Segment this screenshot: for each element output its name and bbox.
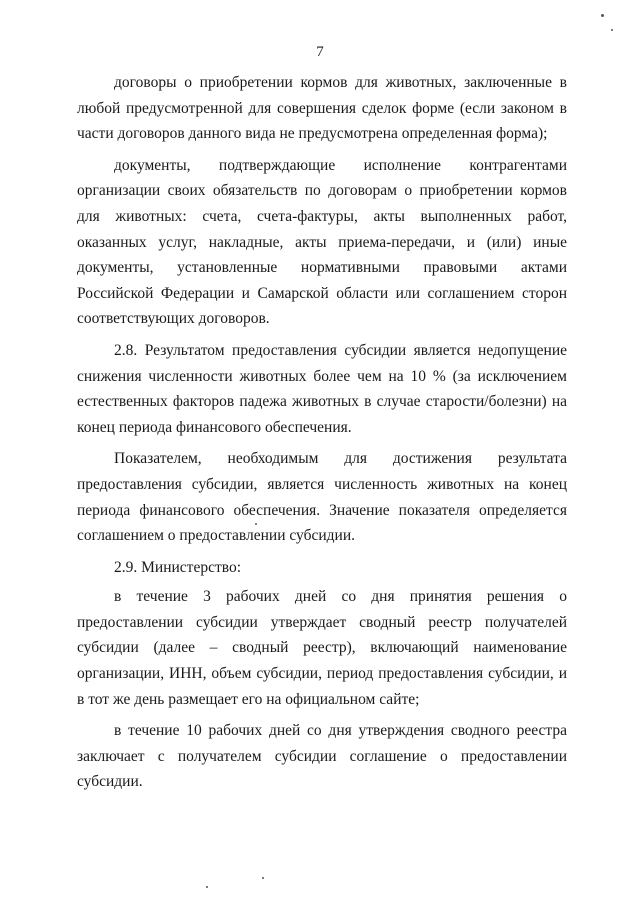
paragraph-2-8-result: 2.8. Результатом предоставления субсидии является недопущение снижения численности животных более чем на 10 % (за исключением естественных факторов падежа животных в случае старости/болезни) на конец периода финансового обеспечения. bbox=[77, 341, 567, 436]
paragraph-agreement: в течение 10 рабочих дней со дня утверждения сводного реестра заключает с получателем субсидии соглашение о предоставлении субсидии. bbox=[77, 722, 567, 791]
scan-speck bbox=[611, 29, 613, 31]
paragraph-2-9-ministry: 2.9. Министерство: bbox=[114, 558, 241, 576]
document-body bbox=[77, 70, 567, 801]
page-number: 7 bbox=[316, 44, 324, 60]
scan-speck bbox=[262, 877, 264, 879]
scan-speck bbox=[206, 886, 208, 888]
paragraph-registry: в течение 3 рабочих дней со дня принятия решения о предоставлении субсидии утверждает сводный реестр получателей субсидии (далее – сводный реестр), включающий наименование организации, ИНН, объем субсидии, период предоставления субсидии, и в тот же день размещает его на официальном сайте; bbox=[77, 588, 567, 708]
scan-speck bbox=[255, 523, 257, 525]
paragraph-indicator: Показателем, необходимым для достижения результата предоставления субсидии, является численность животных на конец периода финансового обеспечения. Значение показателя определяется соглашением о предоставлении субсидии. bbox=[77, 450, 567, 545]
paragraph-contracts: договоры о приобретении кормов для животных, заключенные в любой предусмотренной для совершения сделок форме (если законом в части договоров данного вида не предусмотрена определенная форма); bbox=[77, 74, 567, 143]
paragraph-documents: документы, подтверждающие исполнение контрагентами организации своих обязательств по договорам о приобретении кормов для животных: счета, счета-фактуры, акты выполненных работ, оказанных услуг, накладные, акты приема-передачи, и (или) иные документы, установленные нормативными правовыми актами Российской Федерации и Самарской области или соглашением сторон соответствующих договоров. bbox=[77, 156, 567, 328]
scan-speck bbox=[601, 14, 604, 17]
